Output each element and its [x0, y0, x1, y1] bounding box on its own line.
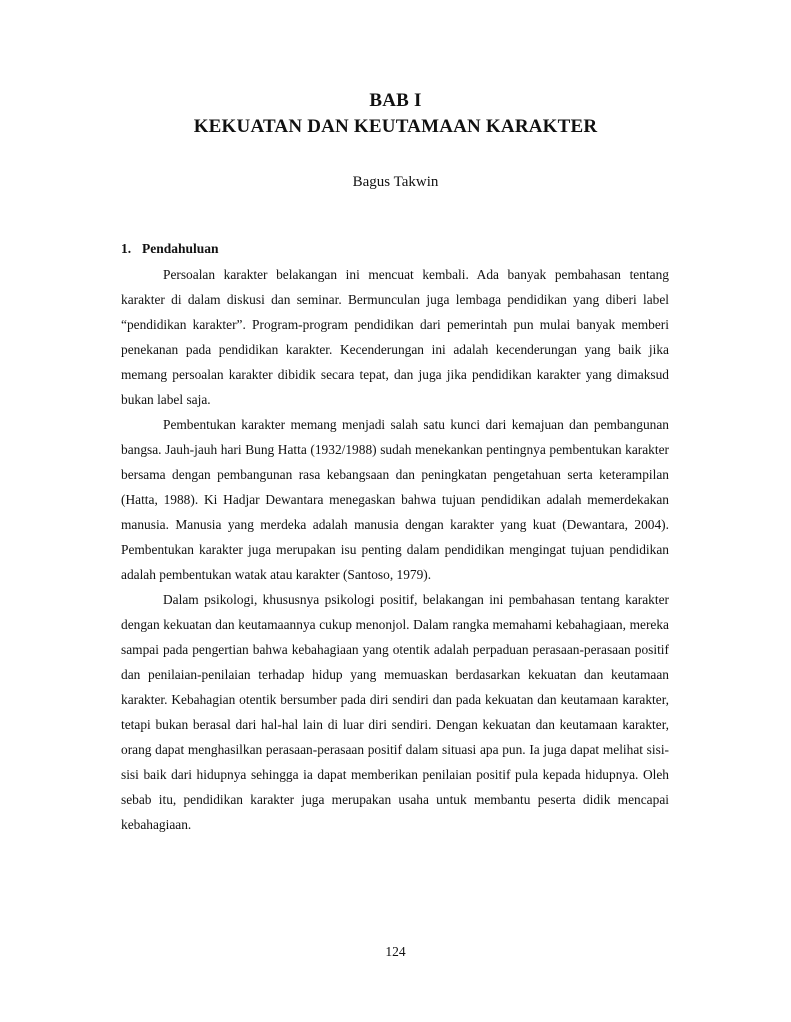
author-name: Bagus Takwin: [352, 174, 439, 190]
section-number: 1.: [121, 241, 132, 256]
section-title: Pendahuluan: [142, 241, 219, 256]
body-text: [121, 262, 669, 837]
section-heading: [121, 239, 219, 259]
paragraph: Dalam psikologi, khususnya psikologi positif, belakangan ini pembahasan tentang karakter dengan kekuatan dan keutamaannya cukup menonjol. Dalam rangka memahami kebahagiaan, mereka sampai pada pengertian bahwa kebahagiaan yang otentik adalah perpaduan perasaan-perasaan positif dan penilaian-penilaian terhadap hidup yang memuaskan berdasarkan kekuatan dan keutamaan karakter. Kebahagian otentik bersumber pada diri sendiri dan pada kekuatan dan keutamaan karakter, tetapi bukan berasal dari hal-hal lain di luar diri sendiri. Dengan kekuatan dan keutamaan karakter, orang dapat menghasilkan perasaan-perasaan positif dalam situasi apa pun. Ia juga dapat melihat sisi-sisi baik dari hidupnya sehingga ia dapat memberikan penilaian positif pula kepada hidupnya. Oleh sebab itu, pendidikan karakter juga merupakan usaha untuk membantu peserta didik mencapai kebahagiaan.: [121, 592, 669, 832]
chapter-number: BAB I: [369, 90, 422, 111]
chapter-title: KEKUATAN DAN KEUTAMAAN KARAKTER: [193, 116, 598, 137]
page-number: 124: [385, 944, 406, 959]
paragraph: Pembentukan karakter memang menjadi salah satu kunci dari kemajuan dan pembangunan bangsa. Jauh-jauh hari Bung Hatta (1932/1988) sudah menekankan pentingnya pembentukan karakter bersama dengan pembangunan rasa kebangsaan dan peningkatan pengetahuan serta keterampilan (Hatta, 1988). Ki Hadjar Dewantara menegaskan bahwa tujuan pendidikan adalah memerdekakan manusia. Manusia yang merdeka adalah manusia dengan karakter yang kuat (Dewantara, 2004). Pembentukan karakter juga merupakan isu penting dalam pendidikan mengingat tujuan pendidikan adalah pembentukan watak atau karakter (Santoso, 1979).: [121, 417, 669, 582]
paragraph: Persoalan karakter belakangan ini mencuat kembali. Ada banyak pembahasan tentang karakter di dalam diskusi dan seminar. Bermunculan juga lembaga pendidikan yang diberi label “pendidikan karakter”. Program-program pendidikan dari pemerintah pun mulai banyak memberi penekanan pada pendidikan karakter. Kecenderungan ini adalah kecenderungan yang baik jika memang persoalan karakter dibidik secara tepat, dan juga jika pendidikan karakter yang dimaksud bukan label saja.: [121, 267, 669, 407]
